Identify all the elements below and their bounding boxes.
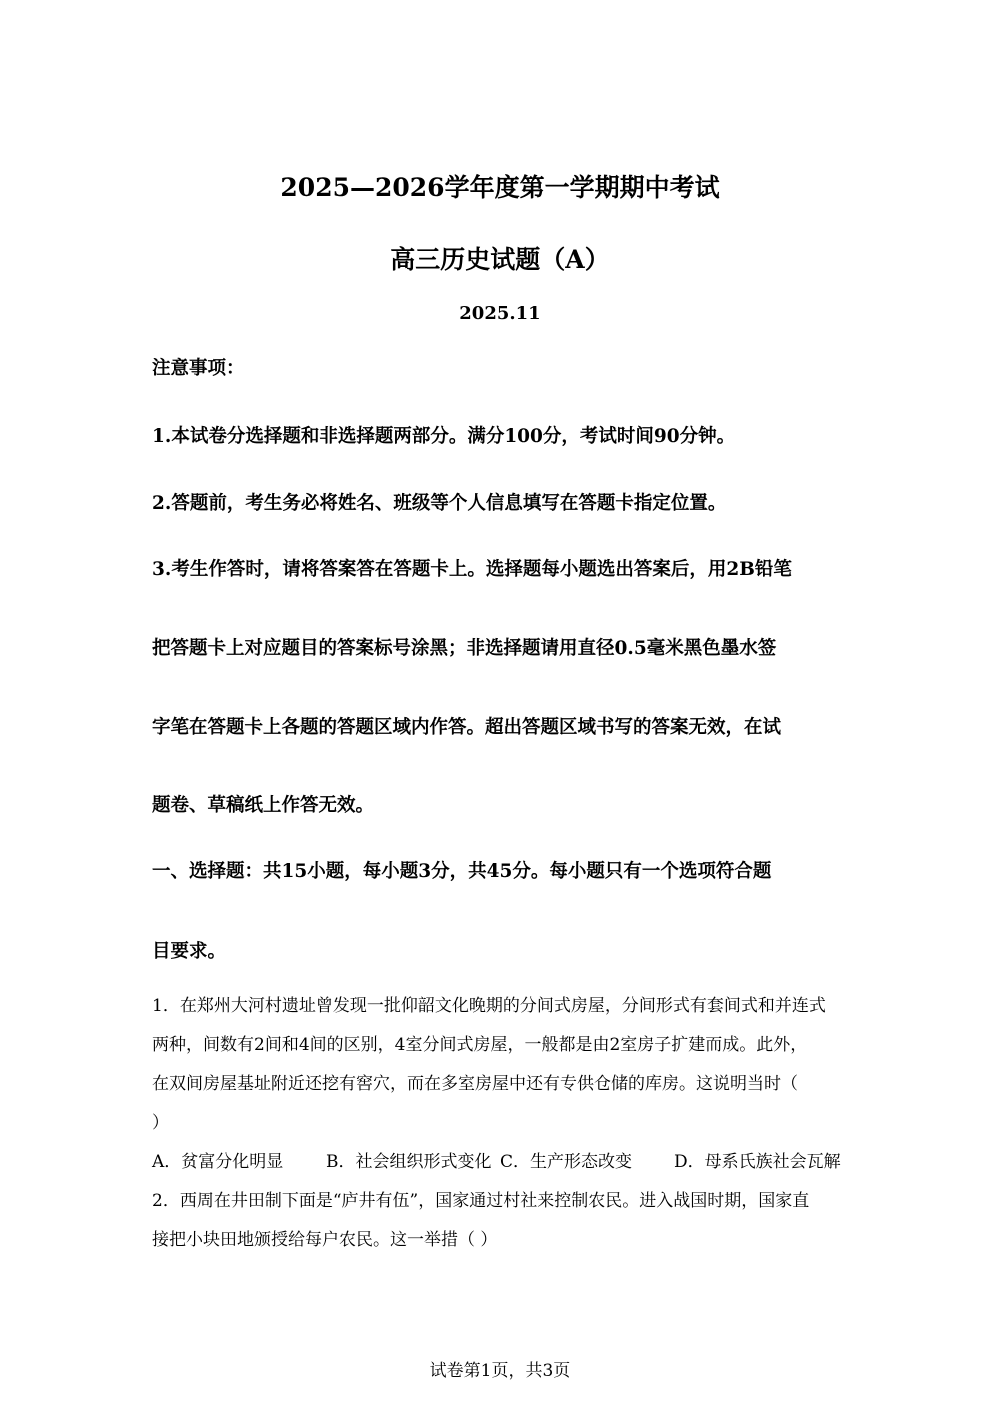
option-a: A．贫富分化明显	[152, 1152, 284, 1172]
notice-line: 字笔在答题卡上各题的答题区域内作答。超出答题区域书写的答案无效，在试	[152, 717, 782, 738]
page-footer: 试卷第1页，共3页	[429, 1361, 571, 1381]
question-1-line: 1．在郑州大河村遗址曾发现一批仰韶文化晚期的分间式房屋，分间形式有套间式和并连式	[152, 996, 826, 1016]
question-2-line: 2．西周在井田制下面是“庐井有伍”，国家通过村社来控制农民。进入战国时期，国家直	[152, 1191, 810, 1211]
question-1-line: 两种，间数有2间和4间的区别，4室分间式房屋，一般都是由2室房子扩建而成。此外，	[152, 1035, 808, 1055]
section-heading: 目要求。	[152, 941, 227, 962]
notice-line: 题卷、草稿纸上作答无效。	[152, 795, 375, 816]
option-d: D．母系氏族社会瓦解	[674, 1152, 841, 1172]
notice-line: 3.考生作答时，请将答案答在答题卡上。选择题每小题选出答案后，用2B铅笔	[152, 559, 792, 580]
notice-line: 把答题卡上对应题目的答案标号涂黑；非选择题请用直径0.5毫米黑色墨水签	[152, 638, 777, 659]
exam-title: 2025—2026学年度第一学期期中考试	[280, 173, 720, 202]
exam-date: 2025.11	[459, 303, 541, 324]
option-c: C．生产形态改变	[500, 1152, 633, 1172]
question-1-line: ）	[152, 1113, 169, 1133]
question-2-line: 接把小块田地颁授给每户农民。这一举措（ ）	[152, 1230, 498, 1250]
question-1-line: 在双间房屋基址附近还挖有窖穴，而在多室房屋中还有专供仓储的库房。这说明当时（	[152, 1074, 798, 1094]
exam-subtitle: 高三历史试题（A）	[390, 245, 610, 274]
notice-line: 1.本试卷分选择题和非选择题两部分。满分100分，考试时间90分钟。	[152, 426, 736, 447]
notice-heading: 注意事项：	[152, 358, 245, 379]
option-b: B．社会组织形式变化	[326, 1152, 492, 1172]
notice-line: 2.答题前，考生务必将姓名、班级等个人信息填写在答题卡指定位置。	[152, 493, 727, 514]
section-heading: 一、选择题：共15小题，每小题3分，共45分。每小题只有一个选项符合题	[152, 861, 772, 882]
